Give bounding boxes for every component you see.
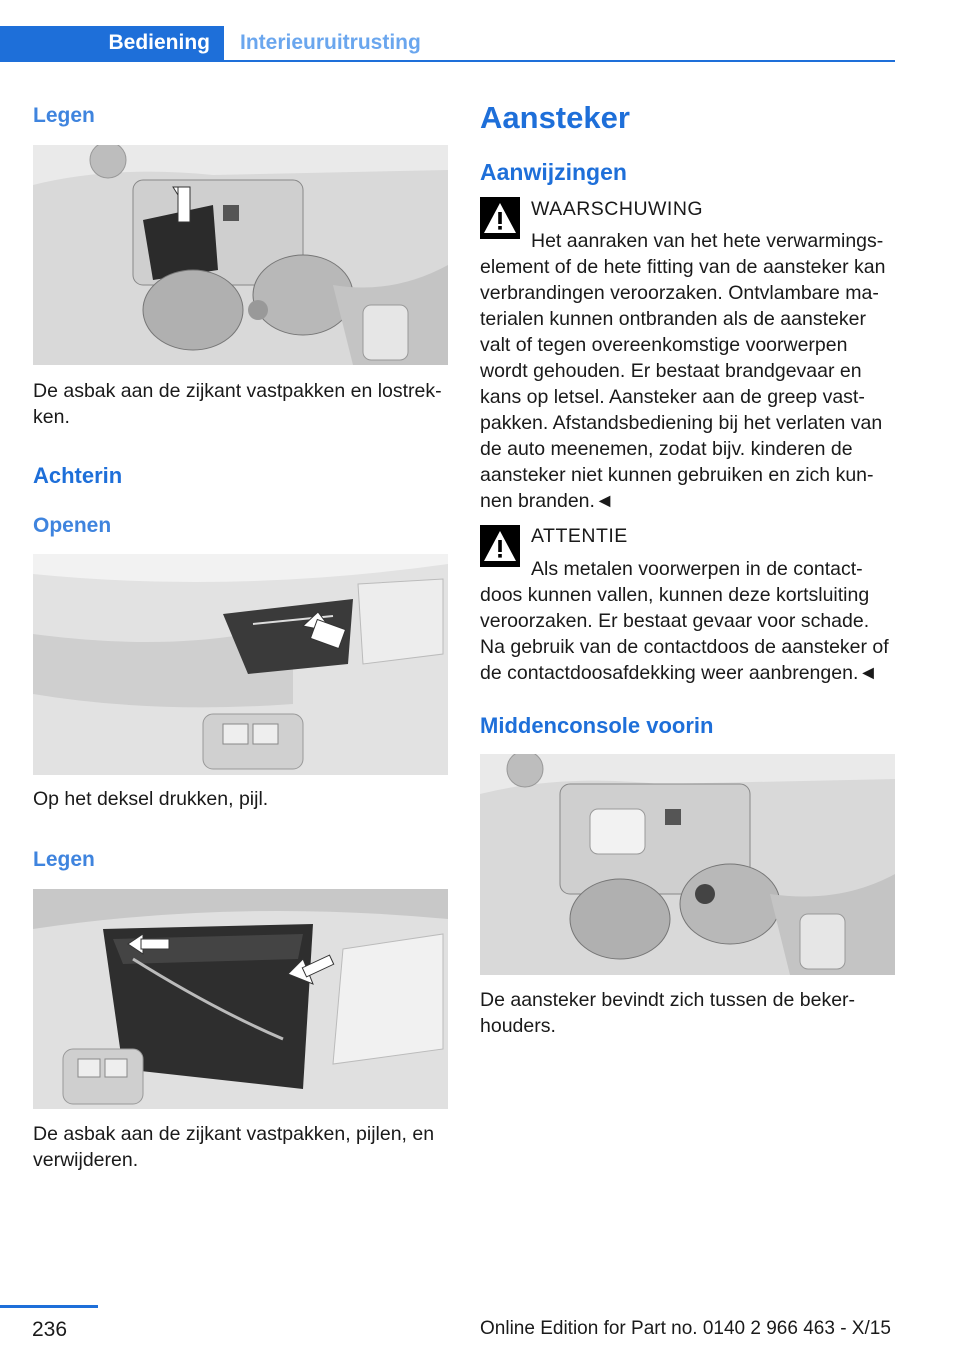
photo-center-console-lighter — [480, 754, 895, 975]
heading-openen: Openen — [33, 514, 112, 537]
attention-label: ATTENTIE — [531, 525, 628, 547]
heading-aanwijzingen: Aanwijzingen — [480, 159, 627, 185]
heading-achterin: Achterin — [33, 463, 123, 488]
heading-middenconsole: Middenconsole voorin — [480, 713, 714, 738]
footer-rule — [0, 1305, 98, 1308]
page-number: 236 — [32, 1318, 68, 1341]
photo-ashtray-front — [33, 145, 448, 365]
warning-triangle-icon — [480, 197, 520, 239]
heading-legen: Legen — [33, 104, 95, 127]
warning-first-line: Het aanraken van het hete verwarmings- — [531, 230, 884, 252]
attention-first-line: Als metalen voorwerpen in de contact- — [531, 558, 863, 580]
heading-aansteker: Aansteker — [480, 100, 630, 135]
photo-ashtray-rear-open — [33, 554, 448, 775]
header-rule — [0, 60, 895, 62]
caption-openen: Op het deksel drukken, pijl. — [33, 788, 269, 810]
edition-text: Online Edition for Part no. 0140 2 966 463 - X/15 — [480, 1318, 891, 1339]
caption-legen: De asbak aan de zijkant vastpakken en lostrek- ken. — [33, 380, 442, 428]
tab-bediening[interactable]: Bediening — [0, 26, 224, 60]
caption-legen-2: De asbak aan de zijkant vastpakken, pijlen, en verwijderen. — [33, 1123, 435, 1171]
attention-text: doos kunnen vallen, kunnen deze kortsluiting veroorzaken. Er bestaat gevaar voor schade. Na gebruik van de contactdoos de aansteker of de contactdoosafdekking weer aanbrengen.◄ — [480, 584, 889, 684]
caption-middenconsole: De aansteker bevindt zich tussen de beker- houders. — [480, 989, 856, 1037]
warning-text: element of de hete fitting van de aansteker kan verbrandingen veroorzaken. Ontvlambare ma- terialen kunnen ontbranden als de aansteker valt of tegen overeenkomstige voorwerpen wordt gehouden. Er bestaat brandgevaar en kans op letsel. Aansteker aan de greep vast- pakken. Afstandsbediening bij het verlaten van de auto meenemen, zodat bijv. kinderen de aansteker niet kunnen gebruiken en zich kun- nen branden.◄ — [480, 256, 886, 512]
attention-triangle-icon — [480, 525, 520, 567]
warning-label: WAARSCHUWING — [531, 198, 704, 220]
page-header — [0, 26, 895, 62]
photo-ashtray-rear-remove — [33, 889, 448, 1109]
tab-interieuruitrusting[interactable]: Interieuruitrusting — [240, 31, 421, 54]
heading-legen-2: Legen — [33, 848, 95, 871]
